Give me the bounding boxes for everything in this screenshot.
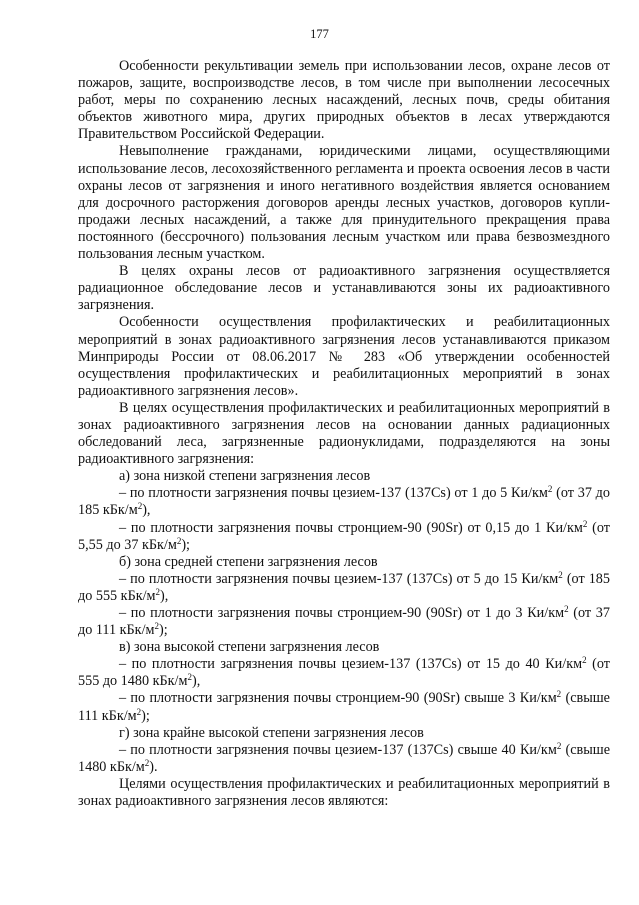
superscript-2: 2 (187, 672, 192, 683)
superscript-2: 2 (144, 757, 150, 768)
superscript-2: 2 (176, 535, 182, 546)
paragraph-zones-intro: В целях осуществления профилактических и реабилитационных мероприятий в зонах радиоактивного загрязнения лесов на основании данных радиационных обследований леса, загрязненные радионуклидами, подразделяются на зоны радиоактивного загрязнения: (78, 399, 610, 468)
paragraph-recultivation: Особенности рекультивации земель при использовании лесов, охране лесов от пожаров, защите, воспроизводстве лесов, в том числе при выполнении лесосечных работ, меры по сохранению лесных насаждений, лесных почв, среды обитания объектов животного мира, других природных объектов в лесах утверждаются Правительством Российской Федерации. (78, 58, 610, 143)
paragraph-violation: Невыполнение гражданами, юридическими лицами, осуществляющими использование лесов, лесохозяйственного регламента и проекта освоения лесов в части охраны лесов от загрязнения и иного негативного воздействия является основанием для досрочного расторжения договоров аренды лесных участков, договоров купли-продажи лесных насаждений, а также для принудительного прекращения права постоянного (бессрочного) пользования лесным участком или права безвозмездного пользования лесным участком. (78, 143, 610, 263)
zone-low-strontium: – по плотности загрязнения почвы стронцием-90 (90Sr) от 0,15 до 1 $Ки/км^2$ (от 5,55 до 37 кБк/$м^2$); (78, 518, 610, 553)
paragraph-radiation-survey: В целях охраны лесов от радиоактивного загрязнения осуществляется радиационное обследование лесов и устанавливаются зоны их радиоактивного загрязнения. (78, 263, 610, 314)
zone-medium-strontium: – по плотности загрязнения почвы стронцием-90 (90Sr) от 1 до 3 $Ки/км^2$ (от 37 до 111 кБк/$м^2$); (78, 604, 610, 639)
superscript-2: 2 (564, 604, 569, 614)
zone-medium-cesium: – по плотности загрязнения почвы цезием-137 (137Cs) от 5 до 15 $Ки/км^2$ (от 185 до 555 кБк/$м^2$), (78, 569, 610, 604)
superscript-2: 2 (136, 706, 142, 717)
superscript-2: 2 (154, 621, 159, 632)
superscript-2: 2 (582, 655, 587, 666)
zone-high-heading: в) зона высокой степени загрязнения лесов (119, 639, 380, 656)
superscript-2: 2 (558, 569, 563, 580)
zone-high-cesium: – по плотности загрязнения почвы цезием-137 (137Cs) от 15 до 40 $Ки/км^2$ (от 555 до 1480 кБк/$м^2$), (78, 655, 610, 690)
superscript-2: 2 (556, 740, 562, 751)
superscript-2: 2 (547, 484, 553, 495)
zone-low-heading: а) зона низкой степени загрязнения лесов (119, 468, 371, 485)
superscript-2: 2 (556, 689, 562, 700)
document-body (78, 58, 610, 810)
zone-high-strontium: – по плотности загрязнения почвы стронцием-90 (90Sr) свыше 3 $Ки/км^2$ (свыше 111 кБк/$м^2$); (78, 689, 610, 724)
superscript-2: 2 (155, 586, 161, 597)
superscript-2: 2 (137, 501, 143, 512)
paragraph-order-283: Особенности осуществления профилактических и реабилитационных мероприятий в зонах радиоактивного загрязнения лесов устанавливаются приказом Минприроды России от 08.06.2017 № 283 «Об утверждении особенностей осуществления профилактических и реабилитационных мероприятий в зонах радиоактивного загрязнения лесов». (78, 314, 610, 399)
zone-extreme-heading: г) зона крайне высокой степени загрязнения лесов (119, 724, 424, 741)
zone-low-cesium: – по плотности загрязнения почвы цезием-137 (137Cs) от 1 до 5 $Ки/км^2$ (от 37 до 185 кБк/$м^2$), (78, 484, 610, 519)
superscript-2: 2 (582, 518, 588, 529)
paragraph-goals: Целями осуществления профилактических и реабилитационных мероприятий в зонах радиоактивного загрязнения лесов являются: (78, 775, 610, 810)
zone-medium-heading: б) зона средней степени загрязнения лесов (119, 553, 378, 570)
page-number: 177 (310, 27, 329, 41)
zone-extreme-cesium: – по плотности загрязнения почвы цезием-137 (137Cs) свыше 40 $Ки/км^2$ (свыше 1480 кБк/$м^2$). (78, 740, 610, 775)
